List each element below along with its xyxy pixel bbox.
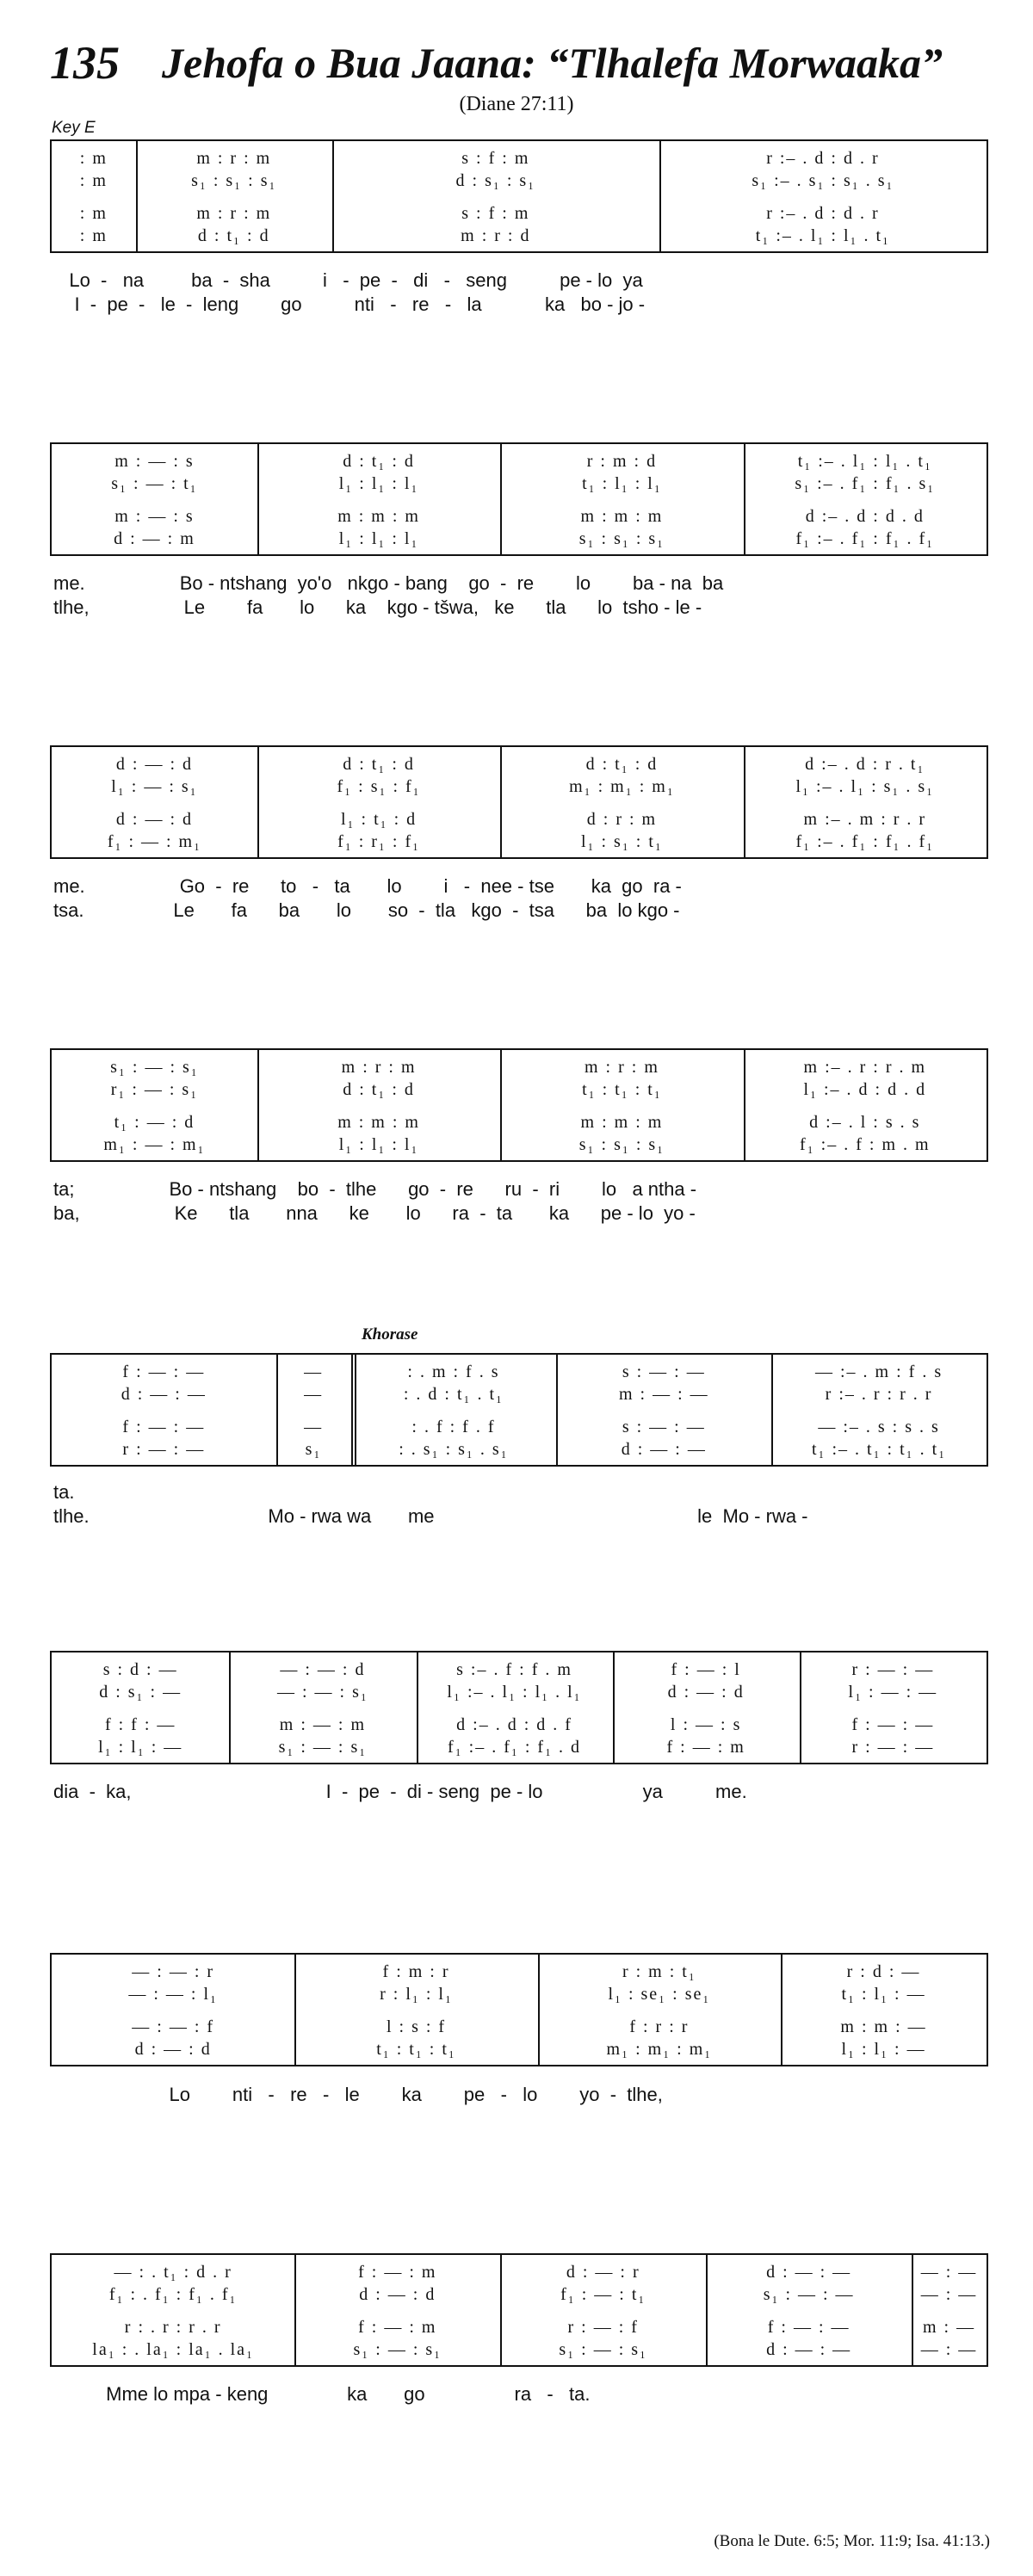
voice-part bbox=[52, 169, 987, 193]
voice-part bbox=[52, 1982, 987, 2006]
hymn-title: Jehofa o Bua Jaana: “Tlhalefa Morwaaka” bbox=[162, 39, 943, 87]
measure-notes: l₁ : l₁ : l₁ bbox=[338, 529, 419, 548]
measure-notes: f₁ : — : m₁ bbox=[107, 832, 202, 851]
voice-part bbox=[52, 201, 987, 225]
music-system bbox=[50, 139, 988, 253]
measure-notes: : . f : f . f bbox=[411, 1418, 496, 1436]
measure-notes: — bbox=[304, 1362, 324, 1381]
measure-notes: m : — : m bbox=[279, 1715, 367, 1734]
measure-notes: s₁ :– . s₁ : s₁ . s₁ bbox=[752, 171, 894, 190]
measure-notes: — :– . m : f . s bbox=[814, 1362, 943, 1381]
measure-notes: d : — : — bbox=[766, 2340, 852, 2359]
measure-notes: f₁ :– . f₁ : f₁ . d bbox=[448, 1738, 582, 1757]
measure-notes: d : — : d bbox=[359, 2285, 436, 2304]
measure-notes: m : r : m bbox=[585, 1058, 659, 1077]
measure-notes: d : — : m bbox=[114, 529, 195, 548]
measure-notes: m : r : m bbox=[196, 204, 272, 223]
measure-notes: f : — : m bbox=[358, 2318, 437, 2337]
lyric-line: tsa. Le fa ba lo so - tla kgo - tsa ba lo kgo - bbox=[53, 899, 680, 921]
measure-notes: s₁ : s₁ : s₁ bbox=[578, 1135, 665, 1154]
lyric-line: I - pe - le - leng go nti - re - la ka bo - jo - bbox=[53, 293, 646, 315]
voice-part bbox=[52, 1680, 987, 1704]
lyric-line: ta; Bo - ntshang bo - tlhe go - re ru - ri lo a ntha - bbox=[53, 1178, 697, 1200]
hymn-number: 135 bbox=[50, 37, 120, 89]
measure-notes: m : — : s bbox=[114, 507, 195, 526]
measure-notes: d : t₁ : d bbox=[343, 1080, 415, 1099]
voice-part bbox=[52, 830, 987, 854]
voice-part bbox=[52, 449, 987, 473]
music-system bbox=[50, 1953, 988, 2066]
measure-notes: : m bbox=[79, 204, 108, 223]
measure-notes: m : r : d bbox=[461, 226, 531, 245]
measure-notes: — : — bbox=[920, 2285, 978, 2304]
measure-notes: d : — : d bbox=[115, 810, 194, 829]
measure-notes: s : d : — bbox=[102, 1660, 178, 1679]
measure-notes: m₁ : m₁ : m₁ bbox=[569, 777, 675, 796]
measure-notes: d : — : d bbox=[667, 1683, 745, 1702]
measure-notes: s₁ : — : t₁ bbox=[111, 474, 198, 493]
measure-notes: s : — : — bbox=[622, 1362, 706, 1381]
measure-notes: f : r : r bbox=[629, 2017, 690, 2036]
measure-notes: d : t₁ : d bbox=[343, 755, 415, 774]
measure-notes: m : — : — bbox=[618, 1385, 709, 1404]
voice-part bbox=[52, 1078, 987, 1102]
measure-notes: d : — : d bbox=[134, 2040, 212, 2059]
measure-notes: m : m : m bbox=[337, 507, 420, 526]
measure-notes: f₁ : . f₁ : f₁ . f₁ bbox=[108, 2285, 238, 2304]
music-system bbox=[50, 1353, 988, 1467]
lyrics bbox=[53, 1480, 992, 1529]
measure-notes: l₁ : — : — bbox=[848, 1683, 938, 1702]
measure-notes: — : — : f bbox=[132, 2017, 215, 2036]
measure-notes: r : . r : r . r bbox=[124, 2318, 222, 2337]
measure-notes: l₁ : s₁ : t₁ bbox=[580, 832, 663, 851]
chorus-label: Khorase bbox=[362, 1325, 418, 1344]
lyrics bbox=[53, 571, 992, 620]
measure-notes: s₁ :– . f₁ : f₁ . s₁ bbox=[795, 474, 936, 493]
measure-notes: f : — : — bbox=[122, 1418, 206, 1436]
voice-part bbox=[52, 1415, 987, 1439]
measure-notes: d :– . d : r . t₁ bbox=[805, 755, 925, 774]
measure-notes: m : m : m bbox=[580, 507, 664, 526]
lyric-line: Lo nti - re - le ka pe - lo yo - tlhe, bbox=[53, 2084, 663, 2105]
measure-notes: : . d : t₁ . t₁ bbox=[403, 1385, 504, 1404]
measure-notes: r : — : — bbox=[851, 1660, 935, 1679]
measure-notes: m : m : — bbox=[840, 2017, 927, 2036]
measure-notes: s : — : — bbox=[622, 1418, 706, 1436]
lyric-line: tlhe, Le fa lo ka kgo - tšwa, ke tla lo tsho - le - bbox=[53, 596, 702, 618]
measure-notes: f : — : l bbox=[671, 1660, 741, 1679]
measure-notes: f₁ : r₁ : f₁ bbox=[337, 832, 421, 851]
voice-part bbox=[52, 2315, 987, 2339]
measure-notes: d : s₁ : — bbox=[99, 1683, 182, 1702]
measure-notes: d : — : — bbox=[621, 1440, 707, 1459]
measure-notes: m :– . m : r . r bbox=[803, 810, 927, 829]
measure-notes: la₁ : . la₁ : la₁ . la₁ bbox=[92, 2340, 255, 2359]
voice-part bbox=[52, 1133, 987, 1157]
measure-notes: s₁ bbox=[305, 1440, 322, 1459]
lyric-line: tlhe. Mo - rwa wa me le Mo - rwa - bbox=[53, 1505, 808, 1527]
voice-part bbox=[52, 752, 987, 776]
lyric-line: me. Go - re to - ta lo i - nee - tse ka go ra - bbox=[53, 875, 682, 897]
measure-notes: l : — : s bbox=[670, 1715, 742, 1734]
measure-notes: — : — : s₁ bbox=[276, 1683, 368, 1702]
voice-part bbox=[52, 2283, 987, 2307]
measure-notes: f₁ :– . f₁ : f₁ . f₁ bbox=[795, 529, 935, 548]
measure-notes: d : s₁ : s₁ bbox=[455, 171, 536, 190]
measure-notes: t₁ : l₁ : l₁ bbox=[582, 474, 662, 493]
measure-notes: — : — : d bbox=[280, 1660, 366, 1679]
measure-notes: d :– . d : d . f bbox=[456, 1715, 572, 1734]
voice-part bbox=[52, 1658, 987, 1682]
measure-notes: m₁ : — : m₁ bbox=[103, 1135, 206, 1154]
measure-notes: m₁ : m₁ : m₁ bbox=[606, 2040, 713, 2059]
measure-notes: f : — : — bbox=[767, 2318, 851, 2337]
measure-notes: f : m : r bbox=[382, 1962, 450, 1981]
measure-notes: s₁ : — : — bbox=[763, 2285, 855, 2304]
measure-notes: f₁ : — : t₁ bbox=[560, 2285, 646, 2304]
measure-notes: — :– . s : s . s bbox=[818, 1418, 940, 1436]
measure-notes: l₁ :– . l₁ : l₁ . l₁ bbox=[447, 1683, 582, 1702]
measure-notes: r : m : t₁ bbox=[622, 1962, 696, 1981]
measure-notes: d :– . l : s . s bbox=[809, 1113, 921, 1132]
music-system bbox=[50, 1048, 988, 1162]
measure-notes: f : — : — bbox=[851, 1715, 935, 1734]
measure-notes: s₁ : — : s₁ bbox=[110, 1058, 199, 1077]
measure-notes: d : — : — bbox=[766, 2263, 852, 2282]
lyrics bbox=[53, 269, 992, 317]
measure-notes: s₁ : — : s₁ bbox=[278, 1738, 368, 1757]
measure-notes: l₁ : se₁ : se₁ bbox=[608, 1985, 711, 2004]
voice-part bbox=[52, 527, 987, 551]
measure-notes: d : t₁ : d bbox=[343, 452, 415, 471]
measure-notes: f₁ :– . f₁ : f₁ . f₁ bbox=[795, 832, 935, 851]
measure-notes: l₁ :– . d : d . d bbox=[803, 1080, 927, 1099]
voice-part bbox=[52, 1713, 987, 1737]
measure-notes: r :– . d : d . r bbox=[766, 149, 880, 168]
measure-notes: — : — : r bbox=[132, 1962, 215, 1981]
measure-notes: r :– . r : r . r bbox=[825, 1385, 933, 1404]
measure-notes: s₁ : s₁ : s₁ bbox=[191, 171, 277, 190]
measure-notes: l₁ : — : s₁ bbox=[111, 777, 198, 796]
voice-part bbox=[52, 2338, 987, 2362]
measure-notes: r₁ : — : s₁ bbox=[110, 1080, 199, 1099]
music-system bbox=[50, 2253, 988, 2367]
lyric-line: Lo - na ba - sha i - pe - di - seng pe - lo ya bbox=[53, 269, 643, 291]
measure-notes: l₁ : l₁ : l₁ bbox=[338, 1135, 419, 1154]
measure-notes: : . m : f . s bbox=[407, 1362, 500, 1381]
lyric-line: dia - ka, I - pe - di - seng pe - lo ya me. bbox=[53, 1781, 747, 1802]
measure-notes: r : — : — bbox=[851, 1738, 935, 1757]
voice-part bbox=[52, 2015, 987, 2039]
measure-notes: r : d : — bbox=[846, 1962, 921, 1981]
lyric-line: Mme lo mpa - keng ka go ra - ta. bbox=[53, 2383, 591, 2405]
measure-notes: r : l₁ : l₁ bbox=[380, 1985, 453, 2004]
measure-notes: m : — bbox=[922, 2318, 976, 2337]
measure-notes: d : — : r bbox=[566, 2263, 640, 2282]
measure-notes: s₁ : — : s₁ bbox=[559, 2340, 648, 2359]
measure-notes: r :– . d : d . r bbox=[766, 204, 880, 223]
lyrics bbox=[53, 874, 992, 923]
measure-notes: l : s : f bbox=[386, 2017, 447, 2036]
measure-notes: : m bbox=[79, 149, 108, 168]
measure-notes: — bbox=[304, 1385, 324, 1404]
lyric-line: ta. bbox=[53, 1481, 75, 1503]
measure-notes: f : — : m bbox=[666, 1738, 745, 1757]
measure-notes: t₁ : t₁ : t₁ bbox=[582, 1080, 662, 1099]
measure-notes: t₁ :– . t₁ : t₁ . t₁ bbox=[811, 1440, 947, 1459]
measure-notes: m :– . r : r . m bbox=[803, 1058, 927, 1077]
measure-notes: m : r : m bbox=[196, 149, 272, 168]
music-system bbox=[50, 442, 988, 556]
voice-part bbox=[52, 775, 987, 799]
measure-notes: d : r : m bbox=[586, 810, 658, 829]
lyric-line: ba, Ke tla nna ke lo ra - ta ka pe - lo yo - bbox=[53, 1202, 696, 1224]
measure-notes: s :– . f : f . m bbox=[456, 1660, 572, 1679]
measure-notes: m : m : m bbox=[337, 1113, 420, 1132]
measure-notes: t₁ :– . l₁ : l₁ . t₁ bbox=[755, 226, 891, 245]
measure-notes: s₁ : — : s₁ bbox=[353, 2340, 442, 2359]
measure-notes: s : f : m bbox=[461, 204, 530, 223]
measure-notes: t₁ :– . l₁ : l₁ . t₁ bbox=[797, 452, 932, 471]
measure-notes: f : — : — bbox=[122, 1362, 206, 1381]
voice-part bbox=[52, 472, 987, 496]
lyric-line: me. Bo - ntshang yo'o nkgo - bang go - re lo ba - na ba bbox=[53, 572, 724, 594]
measure-notes: s : f : m bbox=[461, 149, 530, 168]
measure-notes: f₁ : s₁ : f₁ bbox=[337, 777, 421, 796]
measure-notes: f₁ :– . f : m . m bbox=[800, 1135, 931, 1154]
measure-notes: f : — : m bbox=[358, 2263, 437, 2282]
measure-notes: r : — : f bbox=[567, 2318, 639, 2337]
measure-notes: : . s₁ : s₁ . s₁ bbox=[399, 1440, 509, 1459]
lyrics bbox=[53, 2083, 992, 2107]
measure-notes: t₁ : — : d bbox=[114, 1113, 195, 1132]
voice-part bbox=[52, 1360, 987, 1384]
voice-part bbox=[52, 146, 987, 170]
measure-notes: m : — : s bbox=[114, 452, 195, 471]
voice-part bbox=[52, 807, 987, 831]
measure-notes: d : — : — bbox=[121, 1385, 207, 1404]
voice-part bbox=[52, 504, 987, 528]
voice-part bbox=[52, 1960, 987, 1984]
voice-part bbox=[52, 1735, 987, 1759]
measure-notes: r : — : — bbox=[122, 1440, 206, 1459]
measure-notes: d : — : d bbox=[115, 755, 194, 774]
voice-part bbox=[52, 2260, 987, 2284]
voice-part bbox=[52, 1437, 987, 1461]
measure-notes: — : . t₁ : d . r bbox=[114, 2263, 232, 2282]
measure-notes: m : m : m bbox=[580, 1113, 664, 1132]
measure-notes: — bbox=[304, 1418, 324, 1436]
measure-notes: d : t₁ : d bbox=[197, 226, 270, 245]
measure-notes: l₁ : t₁ : d bbox=[341, 810, 418, 829]
measure-notes: m : r : m bbox=[341, 1058, 417, 1077]
lyrics bbox=[53, 1177, 992, 1226]
voice-part bbox=[52, 2037, 987, 2061]
voice-part bbox=[52, 1382, 987, 1406]
measure-notes: — : — bbox=[920, 2340, 978, 2359]
lyrics bbox=[53, 2382, 992, 2406]
music-system bbox=[50, 1651, 988, 1764]
footer-reference: (Bona le Dute. 6:5; Mor. 11:9; Isa. 41:13.) bbox=[714, 2532, 990, 2550]
measure-notes: l₁ :– . l₁ : s₁ . s₁ bbox=[795, 777, 935, 796]
measure-notes: d : t₁ : d bbox=[585, 755, 659, 774]
measure-notes: t₁ : t₁ : t₁ bbox=[376, 2040, 456, 2059]
key-signature: Key E bbox=[52, 119, 96, 137]
measure-notes: : m bbox=[79, 226, 108, 245]
music-system bbox=[50, 745, 988, 859]
lyrics bbox=[53, 1780, 992, 1804]
measure-notes: — : — bbox=[920, 2263, 978, 2282]
measure-notes: s₁ : s₁ : s₁ bbox=[578, 529, 665, 548]
scripture-reference: (Diane 27:11) bbox=[459, 93, 574, 115]
measure-notes: l₁ : l₁ : — bbox=[98, 1738, 183, 1757]
measure-notes: l₁ : l₁ : l₁ bbox=[338, 474, 419, 493]
hymn-header bbox=[50, 36, 997, 96]
measure-notes: : m bbox=[79, 171, 108, 190]
voice-part bbox=[52, 1110, 987, 1134]
measure-notes: l₁ : l₁ : — bbox=[841, 2040, 926, 2059]
measure-notes: r : m : d bbox=[586, 452, 658, 471]
voice-part bbox=[52, 224, 987, 248]
measure-notes: — : — : l₁ bbox=[128, 1985, 218, 2004]
measure-notes: d :– . d : d . d bbox=[805, 507, 925, 526]
measure-notes: t₁ : l₁ : — bbox=[841, 1985, 926, 2004]
voice-part bbox=[52, 1055, 987, 1079]
measure-notes: f : f : — bbox=[104, 1715, 176, 1734]
